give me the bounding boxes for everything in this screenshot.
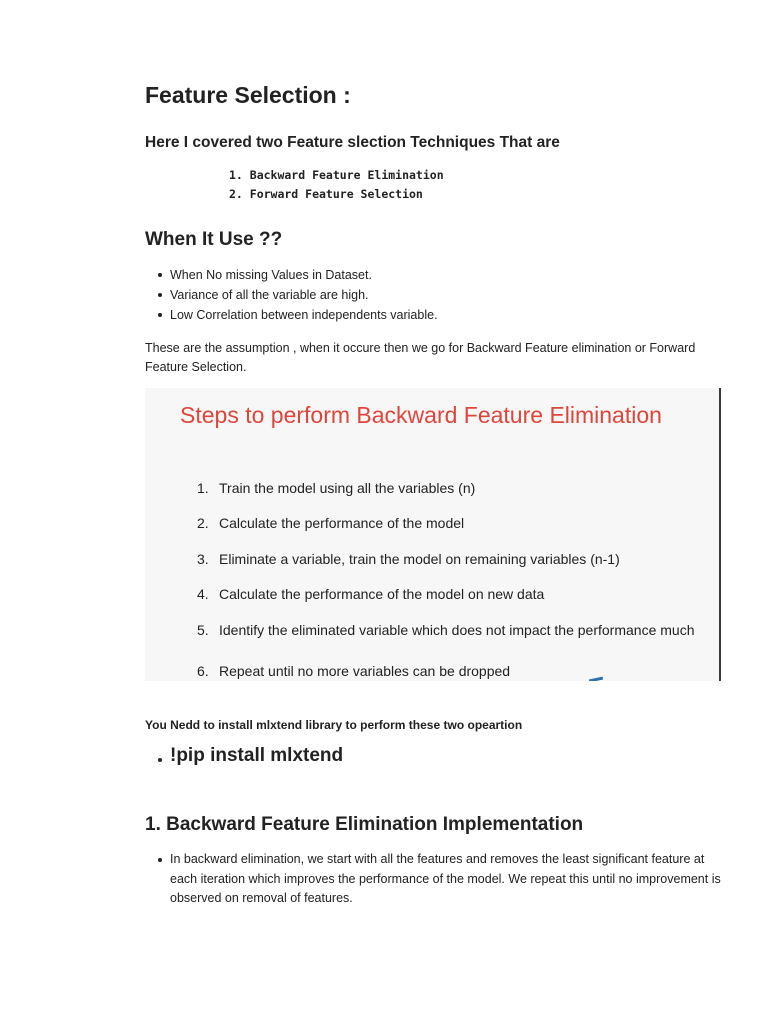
step-item	[197, 663, 510, 679]
step-text: Eliminate a variable, train the model on remaining variables (n-1)	[219, 551, 620, 567]
step-item	[197, 480, 475, 496]
technique-item: 1. Backward Feature Elimination	[229, 168, 444, 182]
step-text: Calculate the performance of the model on new data	[219, 586, 545, 602]
assumption-paragraph: These are the assumption , when it occure then we go for Backward Feature elimination or Forward Feature Selection.	[145, 341, 696, 374]
step-number: 1.	[197, 480, 209, 496]
list-item: Variance of all the variable are high.	[145, 285, 438, 305]
techniques-list	[229, 166, 444, 204]
steps-figure	[145, 388, 721, 681]
step-number: 2.	[197, 515, 209, 531]
list-item: In backward elimination, we start with all the features and removes the least significant feature at each iteration which improves the performance of the model. We repeat this until no improvement is observed on removal of features.	[145, 850, 730, 909]
step-number: 6.	[197, 663, 209, 679]
page-title: Feature Selection :	[145, 82, 351, 108]
when-list	[145, 265, 438, 325]
step-item	[197, 551, 620, 567]
figure-title: Steps to perform Backward Feature Elimination	[180, 402, 662, 428]
step-text: Train the model using all the variables (n)	[219, 480, 476, 496]
install-note: You Nedd to install mlxtend library to perform these two opeartion	[145, 718, 523, 732]
list-item: Low Correlation between independents variable.	[145, 305, 438, 325]
decorative-mark	[589, 677, 603, 681]
list-item: When No missing Values in Dataset.	[145, 265, 438, 285]
pip-list	[145, 745, 343, 767]
when-heading: When It Use ??	[145, 229, 283, 250]
step-item	[197, 622, 694, 638]
technique-item: 2. Forward Feature Selection	[229, 187, 423, 201]
step-text: Calculate the performance of the model	[219, 515, 465, 531]
section-heading: 1. Backward Feature Elimination Implementation	[145, 814, 584, 835]
techniques-intro: Here I covered two Feature slection Techniques That are	[145, 134, 560, 151]
step-text: Repeat until no more variables can be dropped	[219, 663, 511, 679]
step-item	[197, 586, 544, 602]
step-number: 3.	[197, 551, 209, 567]
step-text: Identify the eliminated variable which does not impact the performance much	[219, 622, 695, 638]
step-number: 4.	[197, 586, 209, 602]
pip-command: !pip install mlxtend	[145, 745, 343, 767]
step-item	[197, 515, 464, 531]
implementation-list	[145, 850, 730, 909]
figure-edge	[719, 388, 721, 681]
step-number: 5.	[197, 622, 209, 638]
